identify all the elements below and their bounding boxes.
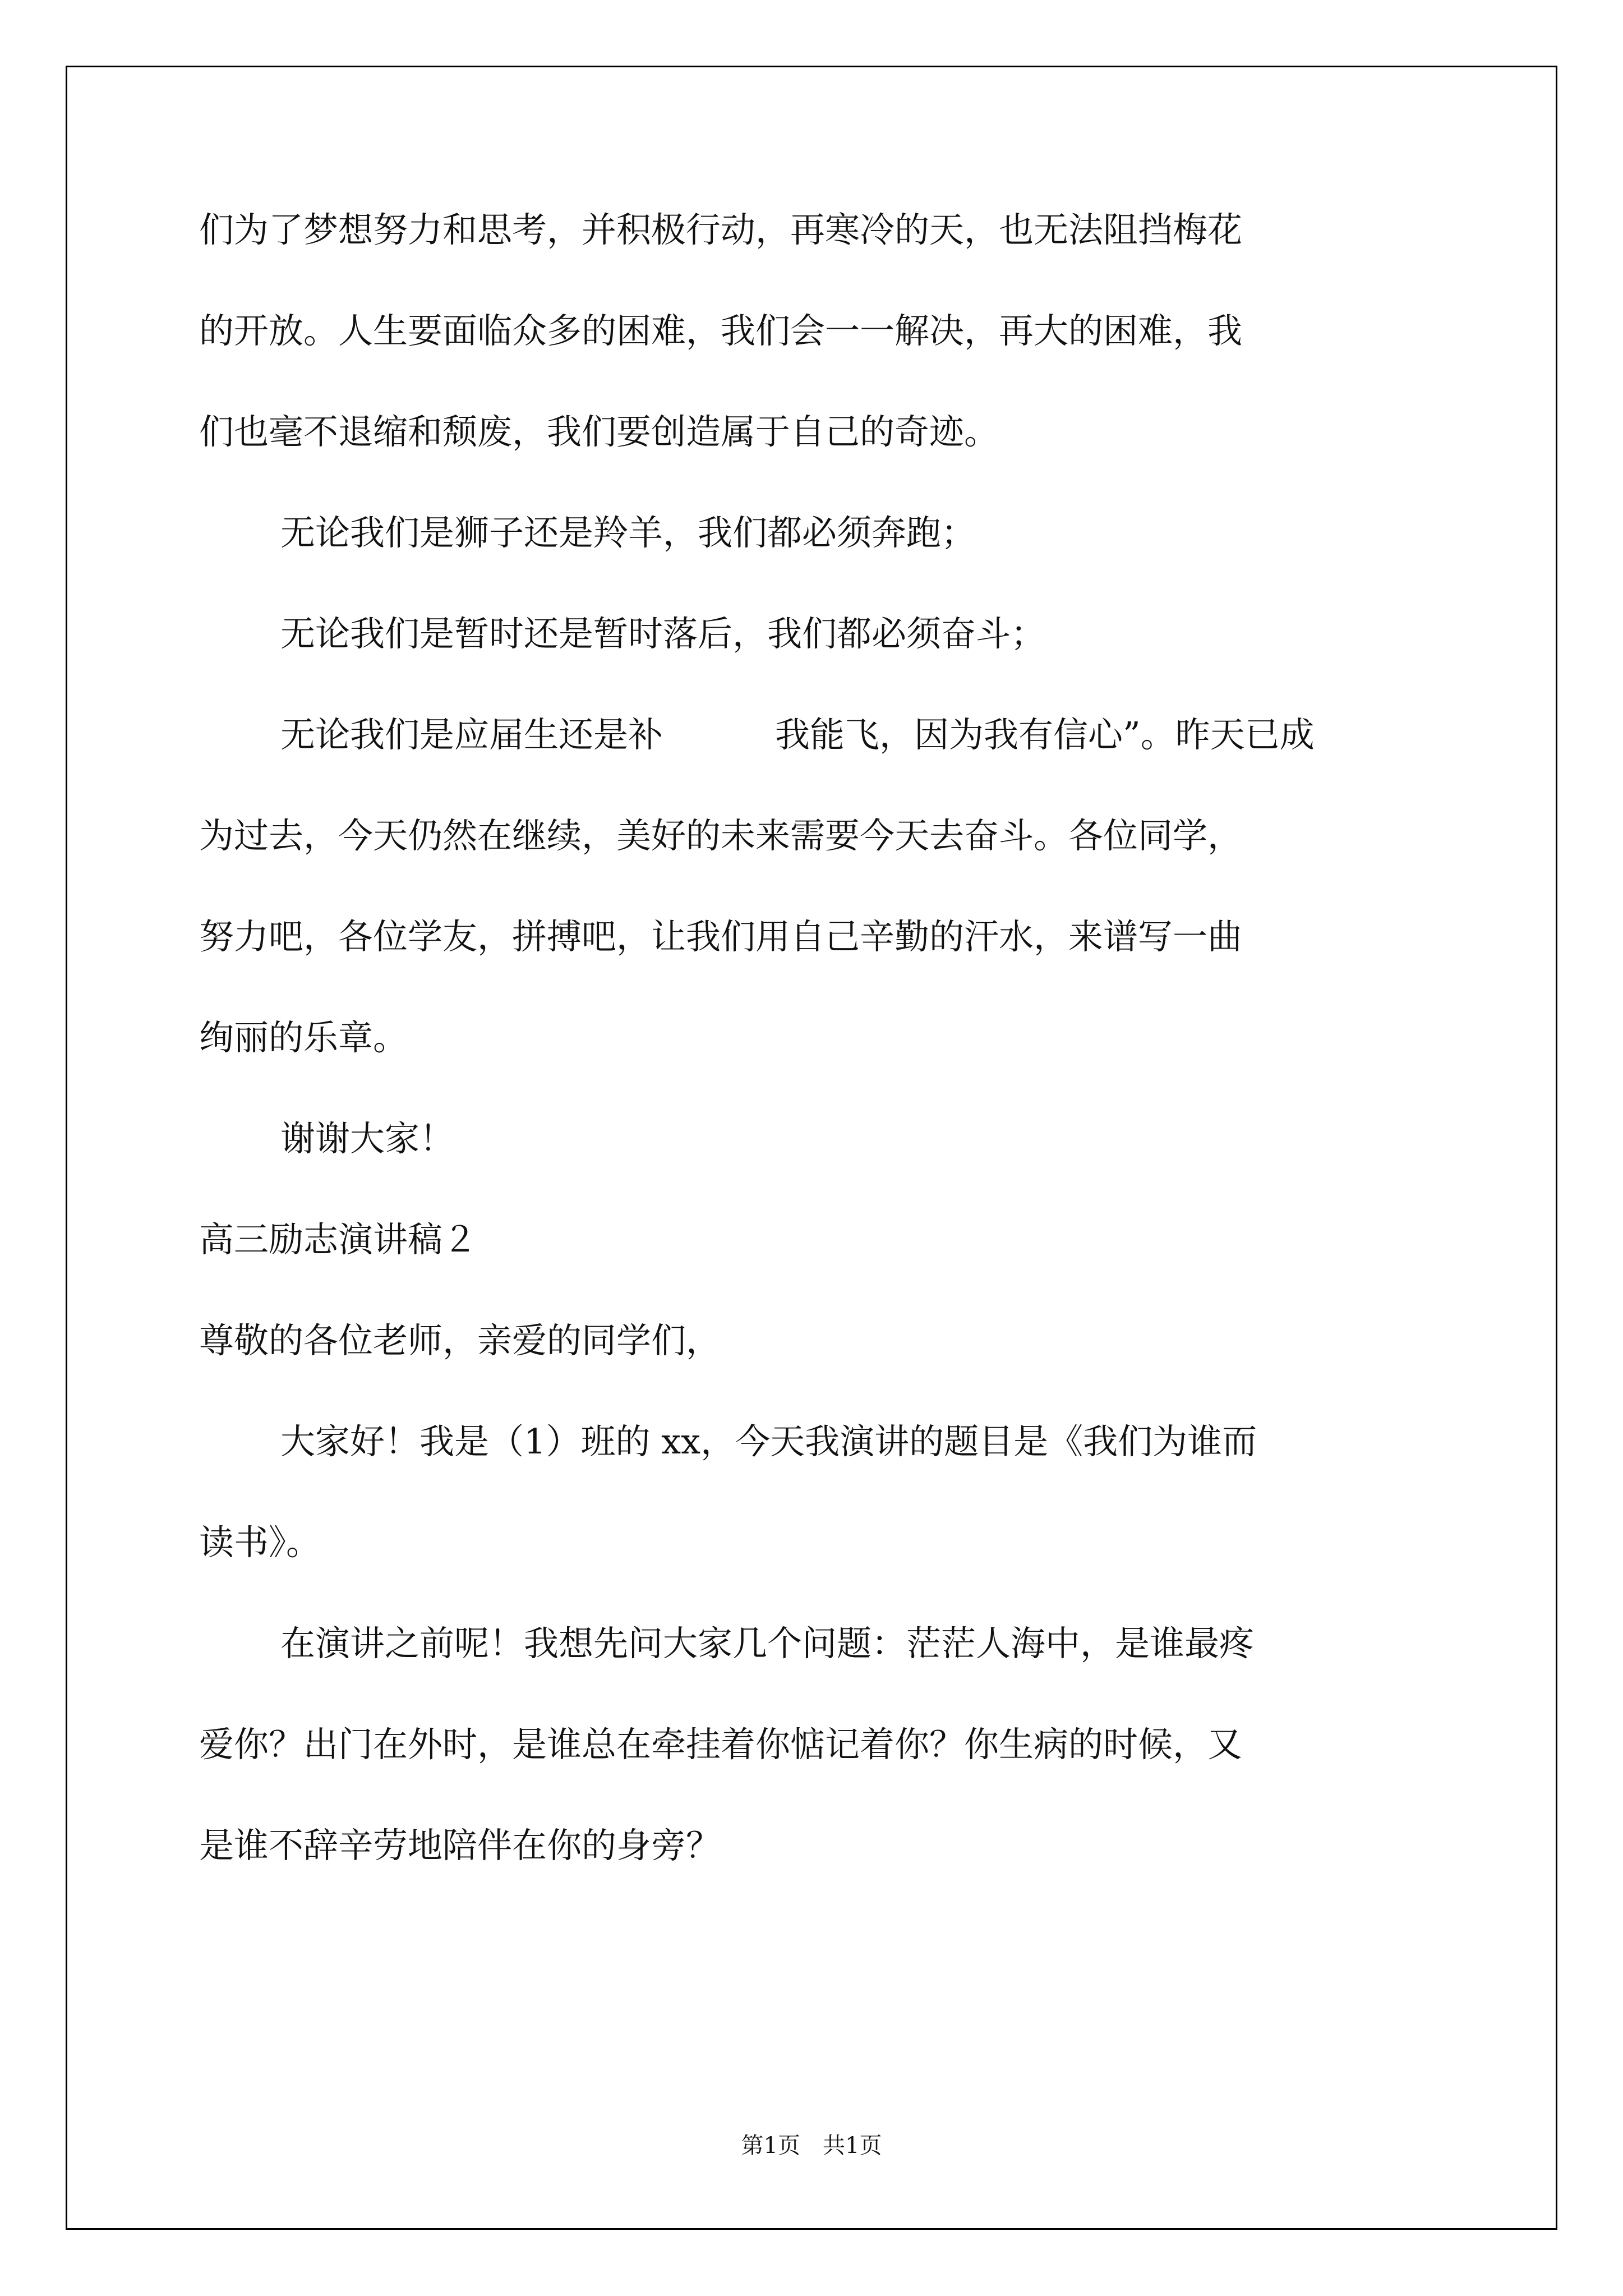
paragraph-line: 的开放。人生要面临众多的困难，我们会一一解决，再大的困难，我 [199,310,1243,351]
paragraph-line: 读书》。 [199,1522,321,1563]
paragraph-line: 爱你？出门在外时，是谁总在牵挂着你惦记着你？你生病的时候，又 [199,1724,1243,1765]
paragraph-line: 绚丽的乐章。 [199,1017,408,1058]
line-fragment-left: 无论我们是应届生还是补 [280,714,663,755]
closing-thanks: 谢谢大家！ [280,1118,455,1159]
line-fragment-right: 我能飞，因为我有信心”。昨天已成 [775,714,1315,755]
page-footer: 第1页 共1页 [741,2133,882,2159]
salutation: 尊敬的各位老师，亲爱的同学们， [199,1320,721,1361]
paragraph-line: 无论我们是暂时还是暂时落后，我们都必须奋斗； [280,613,1046,654]
paragraph-line: 努力吧，各位学友，拼搏吧，让我们用自己辛勤的汗水，来谱写一曲 [199,916,1243,957]
paragraph-line: 们为了梦想努力和思考，并积极行动，再寒冷的天，也无法阻挡梅花 [199,209,1243,250]
paragraph-line: 是谁不辞辛劳地陪伴在你的身旁？ [199,1825,721,1866]
paragraph-line: 大家好！我是（1）班的 xx，今天我演讲的题目是《我们为谁而 [280,1421,1257,1462]
paragraph-line-with-gap [280,712,1315,757]
paragraph-line: 无论我们是狮子还是羚羊，我们都必须奔跑； [280,512,976,553]
paragraph-line: 在演讲之前呢！我想先问大家几个问题：茫茫人海中，是谁最疼 [280,1623,1255,1664]
paragraph-line: 为过去，今天仍然在继续，美好的未来需要今天去奋斗。各位同学， [199,815,1243,856]
paragraph-line: 们也毫不退缩和颓废，我们要创造属于自己的奇迹。 [199,411,999,452]
section-title: 高三励志演讲稿２ [199,1219,478,1260]
